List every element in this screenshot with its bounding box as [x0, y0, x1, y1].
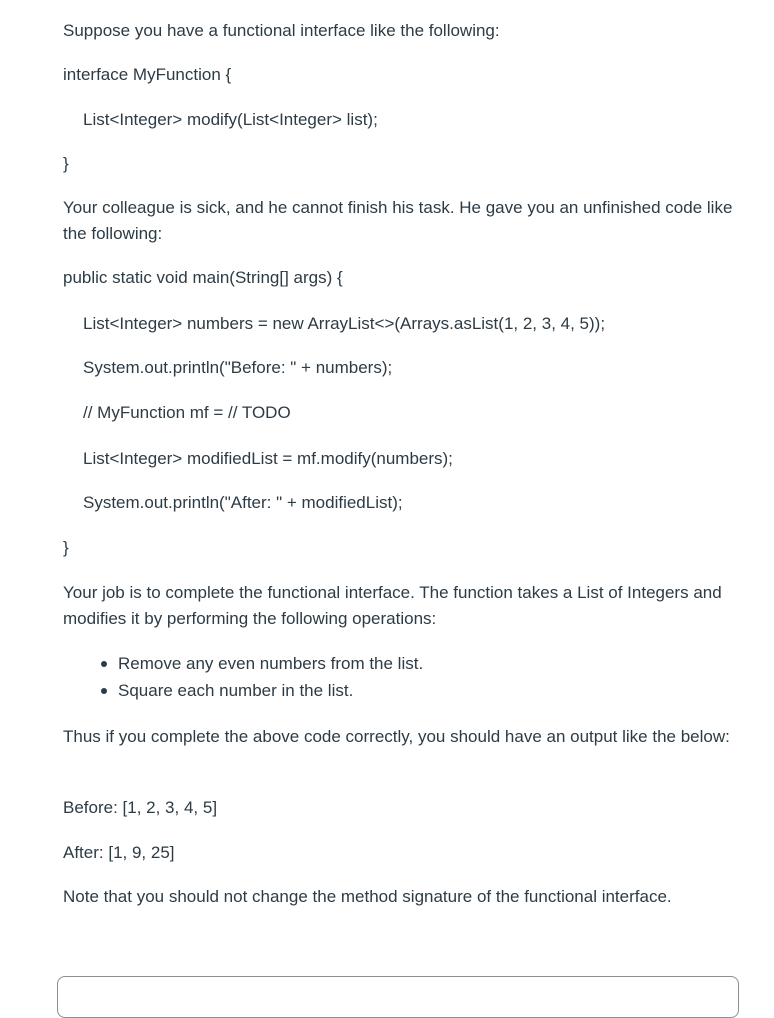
- intro-text: Suppose you have a functional interface like the following:: [63, 21, 500, 40]
- list-item: [101, 651, 423, 678]
- note-text: Note that you should not change the method signature of the functional interface.: [63, 887, 672, 906]
- operation-1: Remove any even numbers from the list.: [118, 654, 424, 673]
- code-line-2: List<Integer> numbers = new ArrayList<>(Arrays.asList(1, 2, 3, 4, 5));: [83, 314, 606, 333]
- code-line-1: public static void main(String[] args) {: [63, 268, 343, 287]
- interface-line-1: interface MyFunction {: [63, 65, 232, 84]
- bullet-icon: [101, 688, 107, 694]
- interface-line-3: }: [63, 154, 69, 173]
- list-item: [101, 678, 423, 705]
- context-text: Your colleague is sick, and he cannot finish his task. He gave you an unfinished code like the following:: [63, 198, 733, 243]
- task-text: Your job is to complete the functional interface. The function takes a List of Integers and modifies it by performing the following operations:: [63, 583, 722, 628]
- interface-line-2: List<Integer> modify(List<Integer> list);: [83, 110, 378, 129]
- output-before: Before: [1, 2, 3, 4, 5]: [63, 798, 218, 817]
- answer-input-box[interactable]: [57, 976, 739, 1018]
- code-line-4: // MyFunction mf = // TODO: [83, 403, 291, 422]
- code-line-6: System.out.println("After: " + modifiedList);: [83, 493, 403, 512]
- output-after: After: [1, 9, 25]: [63, 843, 175, 862]
- operations-list: [101, 651, 423, 705]
- expected-intro-text: Thus if you complete the above code correctly, you should have an output like the below:: [63, 727, 730, 746]
- operation-2: Square each number in the list.: [118, 681, 354, 700]
- bullet-icon: [101, 661, 107, 667]
- code-line-5: List<Integer> modifiedList = mf.modify(numbers);: [83, 449, 453, 468]
- code-line-3: System.out.println("Before: " + numbers);: [83, 358, 393, 377]
- code-line-7: }: [63, 538, 69, 557]
